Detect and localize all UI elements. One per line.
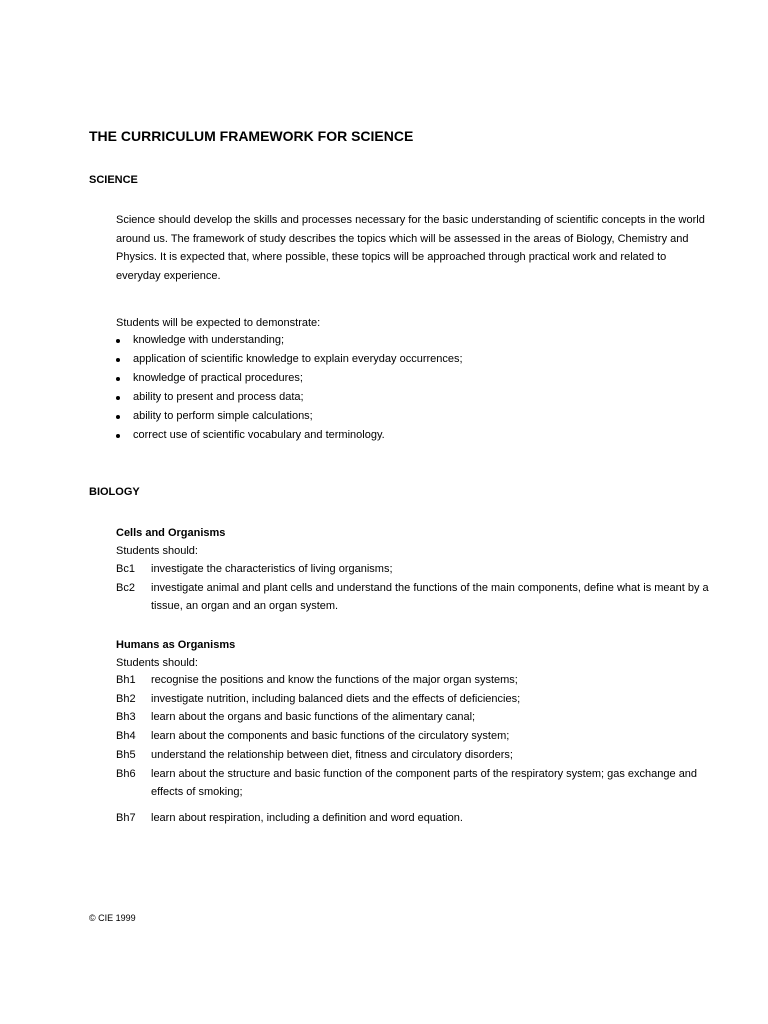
objective-code: Bh4	[116, 730, 136, 743]
objective-text: investigate nutrition, including balanced diets and the effects of deficiencies;	[151, 692, 521, 705]
objective-code: Bc1	[116, 563, 135, 575]
section-heading-biology: BIOLOGY	[89, 486, 140, 498]
cells-objective-list	[116, 560, 716, 616]
science-intro-paragraph: Science should develop the skills and processes necessary for the basic understanding of scientific concepts in the world around us. The framework of study describes the topics which will be assessed in the areas of Biology, Chemistry and Physics. It is expected that, where possible, these topics will be approached through practical work and related to everyday experience.	[116, 214, 705, 283]
objective-item	[116, 765, 716, 802]
objective-item	[116, 809, 716, 828]
objective-item	[116, 560, 716, 579]
objective-code: Bh3	[116, 711, 136, 724]
objective-code: Bh6	[116, 767, 136, 780]
bullet-text: knowledge of practical procedures;	[133, 372, 303, 384]
objective-text: understand the relationship between diet, fitness and circulatory disorders;	[151, 748, 513, 761]
bullet-icon	[116, 358, 120, 362]
objective-text: learn about respiration, including a definition and word equation.	[151, 811, 463, 824]
objective-code: Bh7	[116, 811, 136, 824]
bullet-icon	[116, 377, 120, 381]
objective-text: learn about the structure and basic function of the component parts of the respiratory system; gas exchange and effects of smoking;	[151, 767, 698, 799]
bullet-text: correct use of scientific vocabulary and terminology.	[133, 429, 385, 441]
subheading-humans-as-organisms: Humans as Organisms	[116, 639, 236, 651]
bullet-icon	[116, 415, 120, 419]
copyright-footer: © CIE 1999	[89, 913, 136, 923]
objective-item	[116, 690, 716, 709]
section-heading-science: SCIENCE	[89, 174, 138, 186]
cells-lead: Students should:	[116, 545, 198, 557]
objective-text: learn about the components and basic functions of the circulatory system;	[151, 730, 510, 743]
bullet-text: knowledge with understanding;	[133, 334, 285, 346]
objective-code: Bh1	[116, 674, 136, 686]
bullet-text: application of scientific knowledge to explain everyday occurrences;	[133, 353, 463, 365]
bullet-text: ability to perform simple calculations;	[133, 410, 313, 422]
bullet-text: ability to present and process data;	[133, 391, 304, 403]
objective-code: Bc2	[116, 581, 135, 594]
page-title: THE CURRICULUM FRAMEWORK FOR SCIENCE	[89, 128, 414, 144]
objective-code: Bh2	[116, 692, 136, 705]
bullet-icon	[116, 434, 120, 438]
objective-text: learn about the organs and basic functions of the alimentary canal;	[151, 711, 476, 724]
objective-item	[116, 727, 716, 746]
humans-objective-list	[116, 671, 716, 828]
objective-text: investigate the characteristics of living organisms;	[151, 563, 393, 575]
subheading-cells-and-organisms: Cells and Organisms	[116, 527, 226, 539]
objective-item	[116, 746, 716, 765]
objective-item	[116, 579, 716, 616]
bullet-icon	[116, 396, 120, 400]
humans-lead: Students should:	[116, 657, 198, 669]
objective-item	[116, 708, 716, 727]
objective-item	[116, 671, 716, 690]
bullet-icon	[116, 339, 120, 343]
demonstrate-lead: Students will be expected to demonstrate:	[116, 317, 321, 329]
objective-code: Bh5	[116, 748, 136, 761]
objective-text: recognise the positions and know the functions of the major organ systems;	[151, 674, 518, 686]
objective-text: investigate animal and plant cells and understand the functions of the main components, define what is meant by a tissue, an organ and an organ system.	[151, 581, 709, 613]
